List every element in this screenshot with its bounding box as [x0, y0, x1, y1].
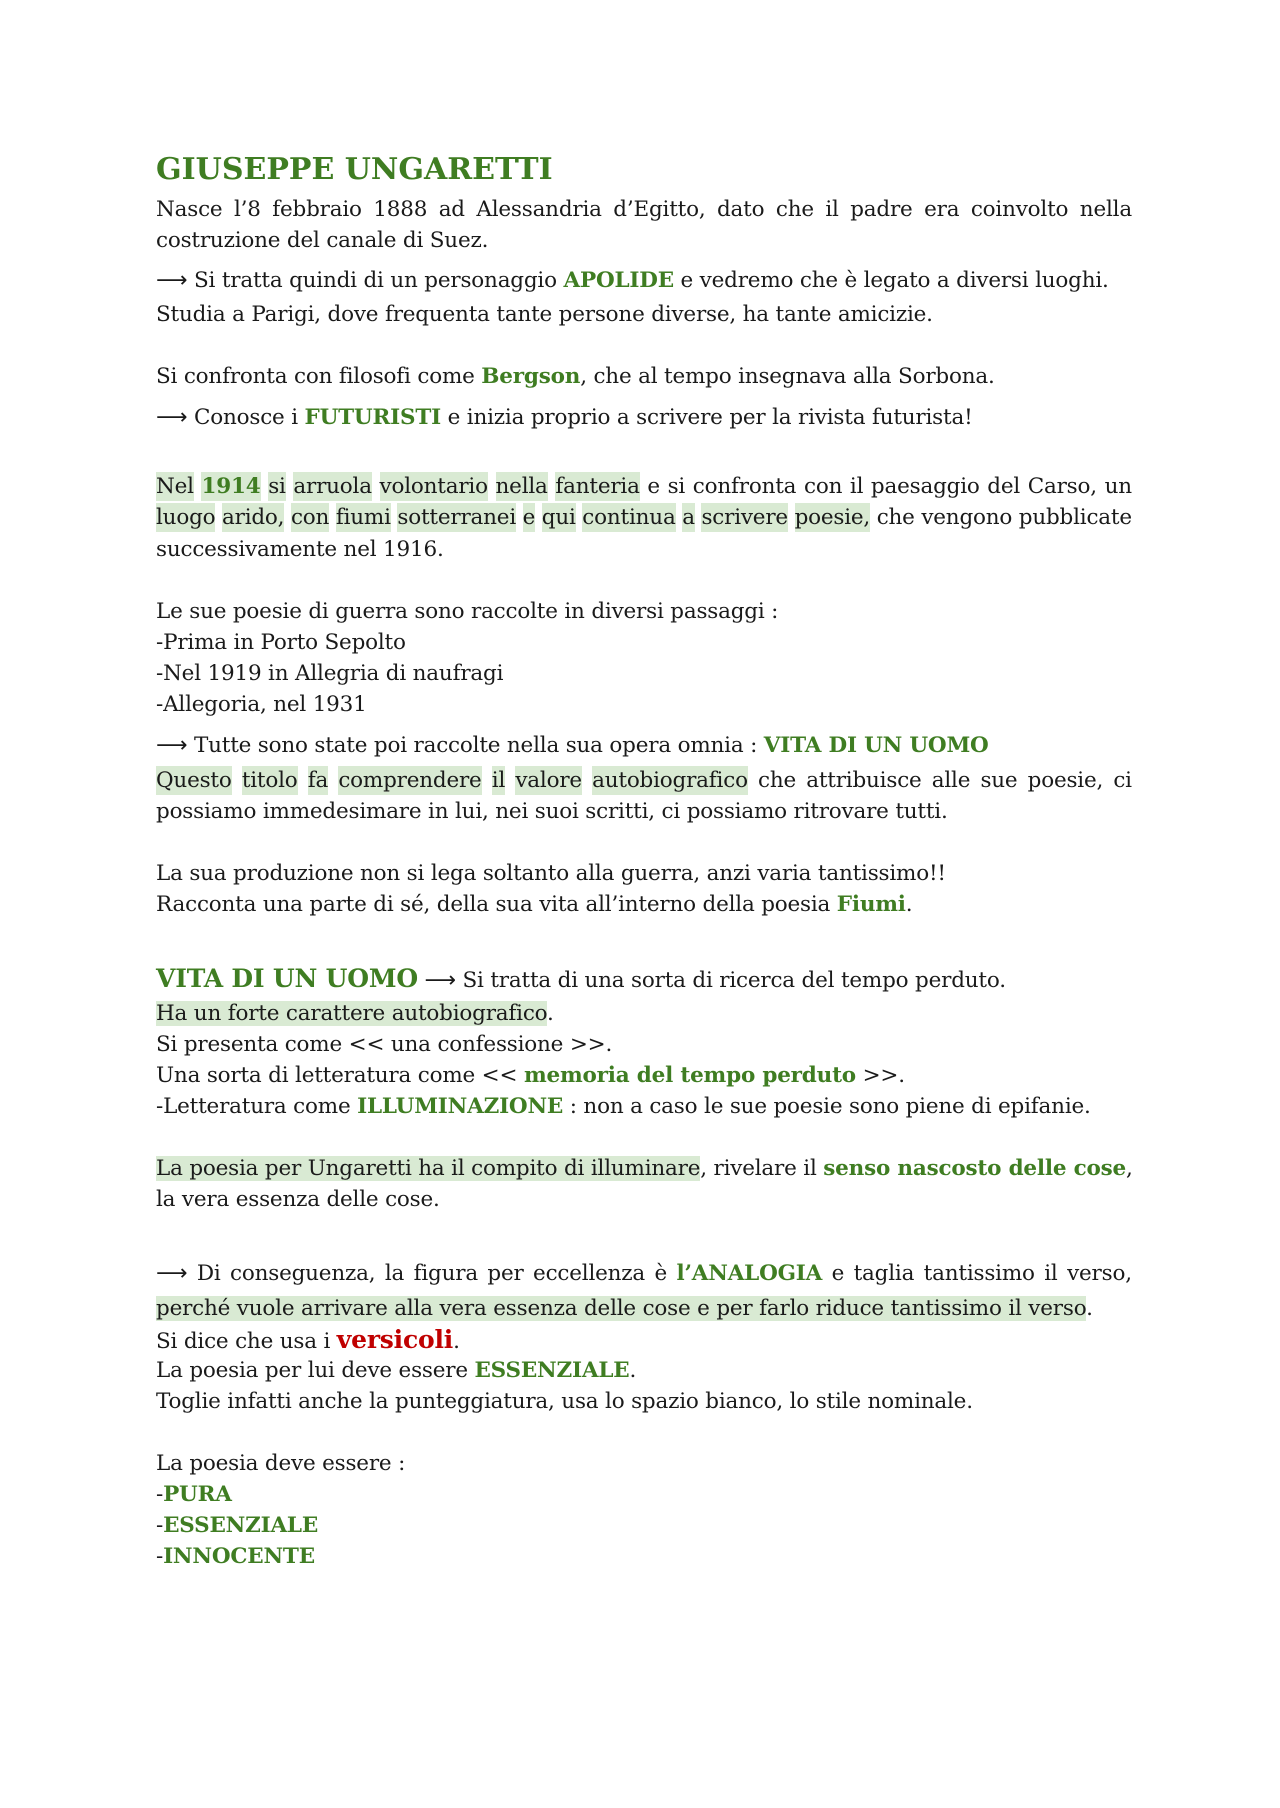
p4-line-6: Questo titolo fa comprendere il valore autobiografico che attribuisce alle sue poesie, ci [156, 768, 1132, 793]
keyword-fiumi: Fiumi [836, 892, 906, 917]
p2-line-2: ⟶ Conosce i FUTURISTI e inizia proprio a scrivere per la rivista futurista! [156, 405, 973, 430]
keyword-analogia: l’ANALOGIA [676, 1261, 823, 1286]
p3-line-1: Nel 1914 si arruola volontario nella fanteria e si confronta con il paesaggio del Carso, un [156, 474, 1132, 499]
list-item: -PURA [156, 1482, 232, 1507]
list-item: -Allegoria, nel 1931 [156, 692, 367, 717]
list-item: -INNOCENTE [156, 1544, 315, 1569]
keyword-senso-nascosto: senso nascosto delle cose [823, 1156, 1127, 1181]
p9-line-1: La poesia deve essere : [156, 1451, 406, 1476]
p6-line-2: Ha un forte carattere autobiografico. [156, 1001, 554, 1026]
p1-line-3: ⟶ Si tratta quindi di un personaggio APOLIDE e vedremo che è legato a diversi luoghi. [156, 268, 1109, 293]
p5-line-2: Racconta una parte di sé, della sua vita all’interno della poesia Fiumi. [156, 892, 913, 917]
p5-line-1: La sua produzione non si lega soltanto alla guerra, anzi varia tantissimo!! [156, 861, 946, 886]
keyword-vita-di-un-uomo: VITA DI UN UOMO [763, 733, 989, 758]
p7-line-1: La poesia per Ungaretti ha il compito di illuminare, rivelare il senso nascosto delle cose, [156, 1156, 1133, 1181]
keyword-memoria: memoria del tempo perduto [523, 1063, 856, 1088]
p1-line-4: Studia a Parigi, dove frequenta tante persone diverse, ha tante amicizie. [156, 302, 933, 327]
p8-line-3: Si dice che usa i versicoli. [156, 1325, 460, 1354]
keyword-apolide: APOLIDE [563, 268, 674, 293]
p4-line-5: ⟶ Tutte sono state poi raccolte nella sua opera omnia : VITA DI UN UOMO [156, 733, 989, 758]
keyword-essenziale: ESSENZIALE [474, 1358, 630, 1383]
keyword-1914: 1914 [201, 474, 261, 499]
p4-line-1: Le sue poesie di guerra sono raccolte in diversi passaggi : [156, 599, 779, 624]
page-title: GIUSEPPE UNGARETTI [156, 152, 553, 187]
arrow-icon: ⟶ [156, 1261, 188, 1286]
p3-line-3: successivamente nel 1916. [156, 537, 444, 562]
p6-line-4: Una sorta di letteratura come << memoria del tempo perduto >>. [156, 1063, 905, 1088]
p1-line-2: costruzione del canale di Suez. [156, 228, 489, 253]
p6-line-5: -Letteratura come ILLUMINAZIONE : non a caso le sue poesie sono piene di epifanie. [156, 1094, 1091, 1119]
p6-line-1: VITA DI UN UOMO ⟶ Si tratta di una sorta di ricerca del tempo perduto. [156, 964, 1006, 993]
section-heading: VITA DI UN UOMO [156, 964, 418, 993]
arrow-icon: ⟶ [156, 268, 188, 293]
keyword-futuristi: FUTURISTI [304, 405, 441, 430]
list-item: -Nel 1919 in Allegria di naufragi [156, 661, 504, 686]
p1-line-1: Nasce l’8 febbraio 1888 ad Alessandria d’Egitto, dato che il padre era coinvolto nella [156, 197, 1132, 222]
p2-line-1: Si confronta con filosofi come Bergson, che al tempo insegnava alla Sorbona. [156, 364, 995, 389]
p8-line-5: Toglie infatti anche la punteggiatura, usa lo spazio bianco, lo stile nominale. [156, 1389, 973, 1414]
p8-line-1: ⟶ Di conseguenza, la figura per eccellenza è l’ANALOGIA e taglia tantissimo il verso, [156, 1261, 1132, 1286]
keyword-bergson: Bergson [481, 364, 581, 389]
p8-line-2: perché vuole arrivare alla vera essenza delle cose e per farlo riduce tantissimo il verso. [156, 1296, 1093, 1321]
p4-line-7: possiamo immedesimare in lui, nei suoi scritti, ci possiamo ritrovare tutti. [156, 799, 948, 824]
arrow-icon: ⟶ [424, 968, 456, 993]
keyword-illuminazione: ILLUMINAZIONE [357, 1094, 564, 1119]
p7-line-2: la vera essenza delle cose. [156, 1187, 440, 1212]
p6-line-3: Si presenta come << una confessione >>. [156, 1032, 613, 1057]
p3-line-2: luogo arido, con fiumi sotterranei e qui continua a scrivere poesie, che vengono pubblicate [156, 505, 1132, 530]
arrow-icon: ⟶ [156, 405, 188, 430]
arrow-icon: ⟶ [156, 733, 188, 758]
keyword-versicoli: versicoli [336, 1325, 454, 1354]
list-item: -ESSENZIALE [156, 1513, 319, 1538]
p8-line-4: La poesia per lui deve essere ESSENZIALE. [156, 1358, 637, 1383]
list-item: -Prima in Porto Sepolto [156, 630, 406, 655]
